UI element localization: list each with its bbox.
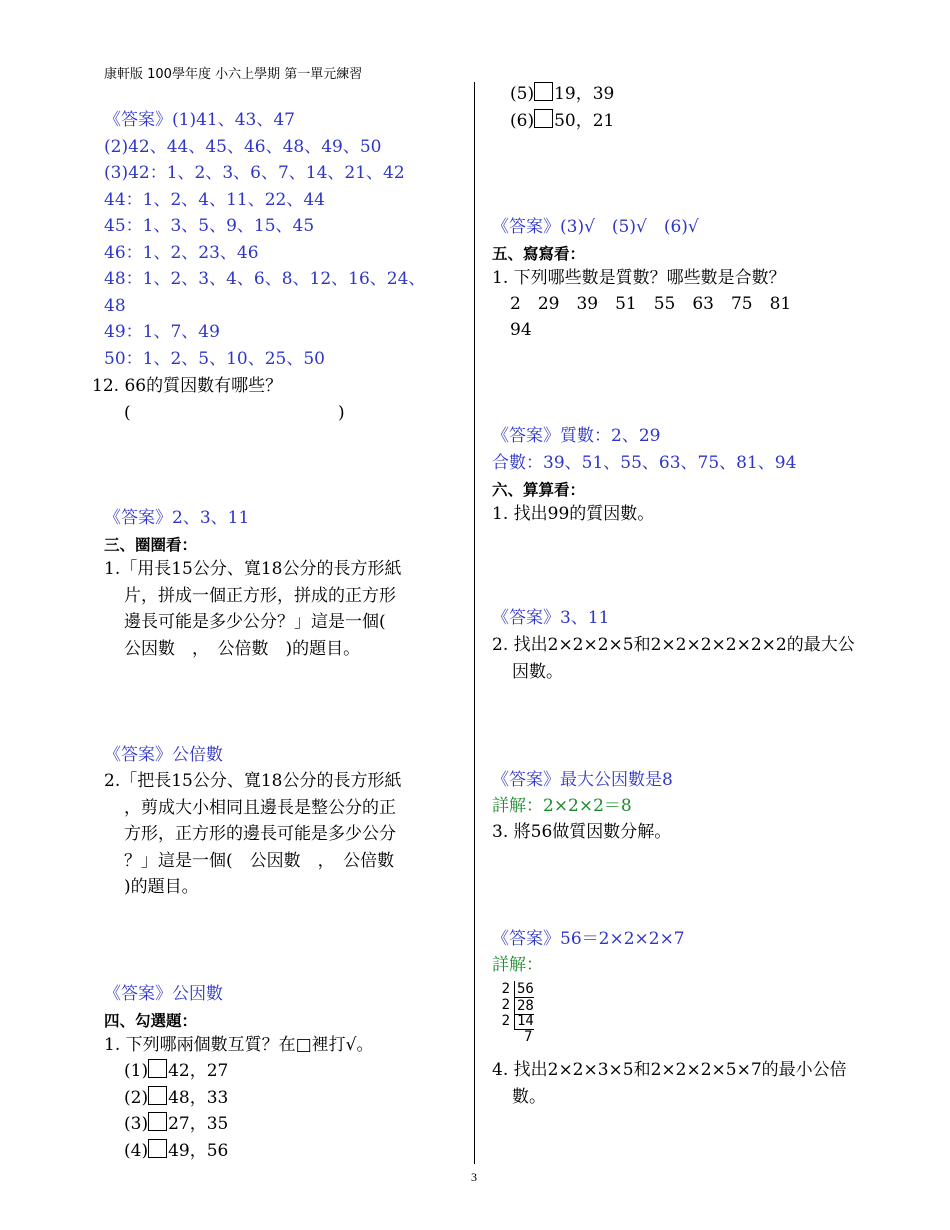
section-6-question-4: 4. 找出2×2×3×5和2×2×2×5×7的最小公倍 數。: [492, 1060, 847, 1107]
section-6-title: 六、算算看：: [492, 481, 586, 499]
option-6: (6) 50，21: [510, 110, 615, 131]
column-divider: [474, 82, 475, 1164]
section-3-question-1: 1.「用長15公分、寬18公分的長方形紙 片，拼成一個正方形，拼成的正方形 邊長可能是多少公分？」這是一個( 公因數 ， 公倍數 )的題目。: [104, 559, 402, 659]
division-table: [494, 981, 554, 1045]
answer-q11: 《答案》(1)41、43、47 (2)42、44、45、46、48、49、50 (3)42：1、2、3、6、7、14、21、42 44：1、2、4、11、22、44 45：1、3、5、9、15、45 46：1、2、23、46 48：1、2、3、4、6、8、12、16、24、 48 49：1、7、49 50：1、2、5、10、25、50: [104, 110, 426, 369]
question-12: 12. 66的質因數有哪些？: [92, 376, 283, 396]
page-header: 康軒版 100學年度 小六上學期 第一單元練習: [104, 67, 363, 82]
section-6-question-1: 1. 找出99的質因數。: [492, 504, 655, 524]
division-row: 2 28: [501, 997, 534, 1014]
answer-paren-close: ): [338, 403, 345, 423]
answer-s4: 《答案》(3)√ (5)√ (6)√: [492, 217, 699, 237]
answer-s5-composite: 合數：39、51、55、63、75、81、94: [492, 453, 797, 473]
option-3: (3) 27，35: [124, 1114, 229, 1134]
option-2: (2) 48，33: [124, 1087, 229, 1108]
answer-s3-q1: 《答案》公倍數: [104, 745, 223, 765]
checkbox[interactable]: [148, 1059, 167, 1078]
detail-s6-q2: 詳解：2×2×2＝8: [492, 796, 632, 816]
answer-s6-q1: 《答案》3、11: [492, 608, 610, 628]
section-6-question-3: 3. 將56做質因數分解。: [492, 822, 672, 842]
checkbox[interactable]: [534, 82, 553, 101]
page-number: 3: [471, 1170, 477, 1184]
section-5-question-1: 1. 下列哪些數是質數？哪些數是合數？: [492, 268, 786, 288]
checkbox[interactable]: [534, 109, 553, 128]
answer-s6-q3: 《答案》56＝2×2×2×7: [492, 929, 685, 949]
section-3-title: 三、圈圈看：: [104, 536, 198, 554]
answer-q12: 《答案》2、3、11: [104, 508, 250, 528]
answer-paren-open: (: [124, 403, 131, 423]
section-4-options-right: [510, 81, 614, 134]
section-4-title: 四、勾選題：: [104, 1012, 198, 1030]
number-list-2: 94: [510, 320, 532, 340]
section-6-question-2: 2. 找出2×2×2×5和2×2×2×2×2×2的最大公 因數。: [492, 635, 855, 682]
division-row: 7: [524, 1029, 533, 1045]
answer-s6-q2: 《答案》最大公因數是8: [492, 770, 673, 790]
division-row: 2 14: [501, 1013, 534, 1029]
checkbox[interactable]: [148, 1086, 167, 1105]
section-3-question-2: 2.「把長15公分、寬18公分的長方形紙 ，剪成大小相同且邊長是整公分的正 方形，正方形的邊長可能是多少公分 ？」這是一個( 公因數 ， 公倍數 )的題目。: [104, 771, 402, 897]
option-1: (1) 42，27: [124, 1061, 229, 1081]
detail-s6-q3: 詳解：: [492, 955, 543, 975]
number-list-1: 2 29 39 51 55 63 75 81: [510, 294, 792, 314]
checkbox[interactable]: [148, 1139, 167, 1158]
section-5-title: 五、寫寫看：: [492, 245, 586, 263]
option-4: (4) 49，56: [124, 1140, 229, 1161]
checkbox[interactable]: [148, 1112, 167, 1131]
option-5: (5) 19，39: [510, 84, 615, 104]
answer-s3-q2: 《答案》公因數: [104, 984, 223, 1004]
section-4-options-left: [124, 1058, 228, 1164]
section-4-question-1: 1. 下列哪兩個數互質？在□裡打√。: [104, 1035, 374, 1055]
answer-s5-prime: 《答案》質數：2、29: [492, 426, 661, 446]
division-row: 2 56: [501, 981, 534, 997]
